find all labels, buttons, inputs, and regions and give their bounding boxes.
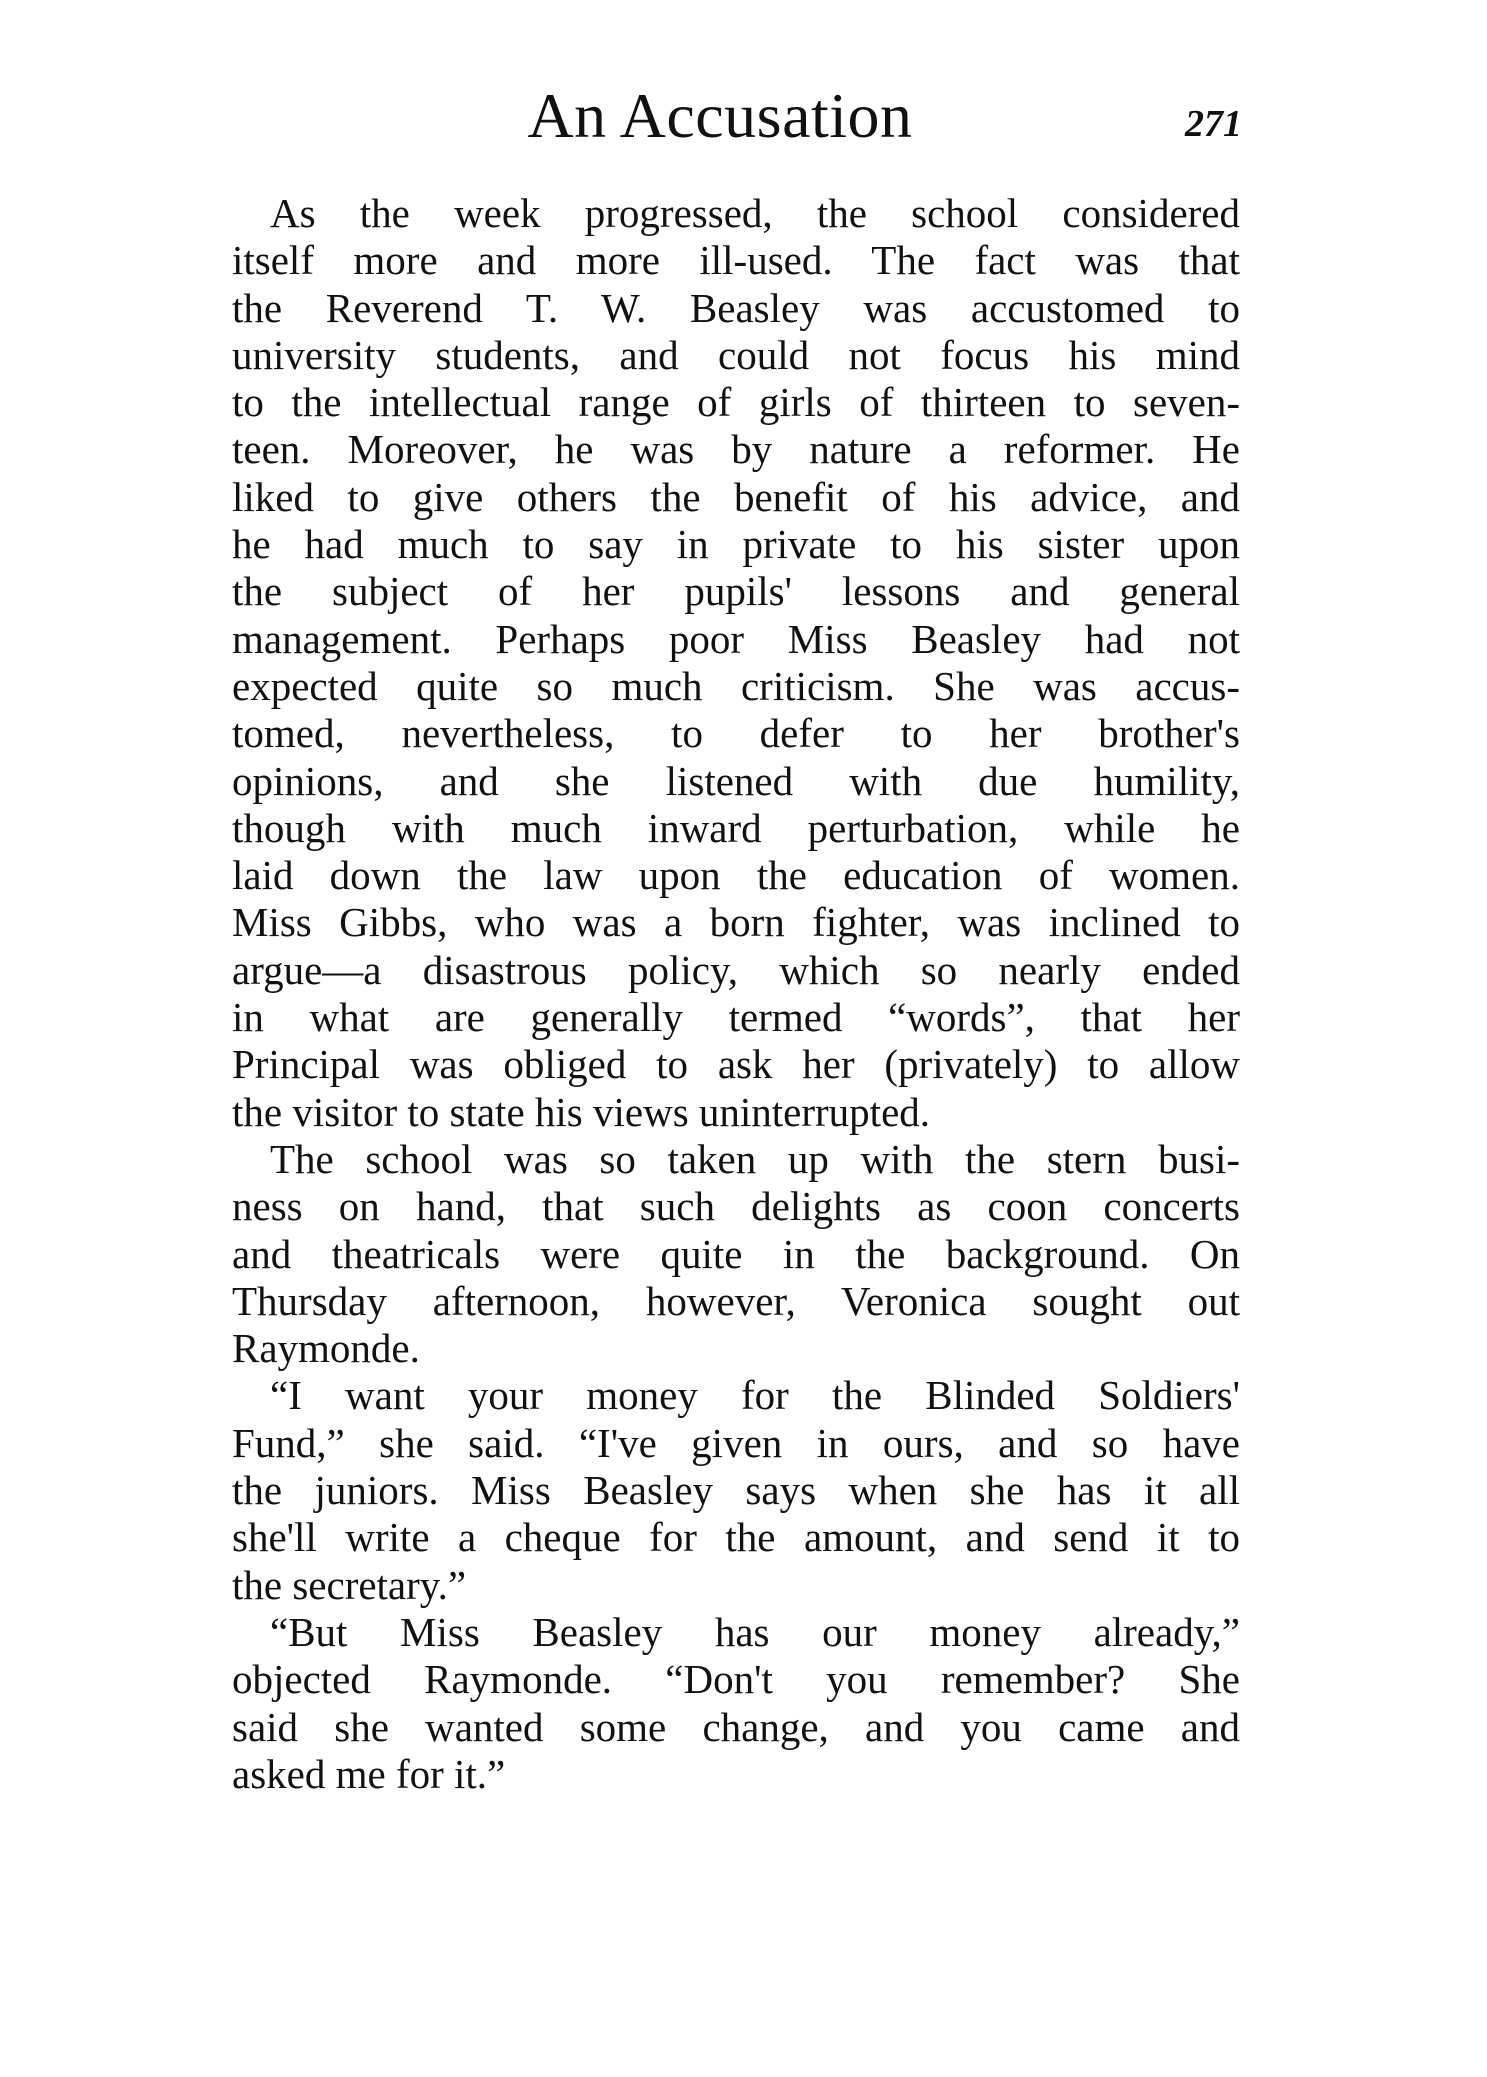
text-line: Miss Gibbs, who was a born fighter, was inclined to: [232, 899, 1240, 946]
text-line: objected Raymonde. “Don't you remember? She: [232, 1656, 1240, 1703]
text-line: in what are generally termed “words”, that her: [232, 994, 1240, 1041]
text-line: Fund,” she said. “I've given in ours, and so have: [232, 1419, 1240, 1466]
text-line: itself more and more ill-used. The fact was that: [232, 237, 1240, 284]
text-line: liked to give others the benefit of his advice, and: [232, 473, 1240, 520]
paragraph: [232, 1609, 1240, 1798]
text-line: said she wanted some change, and you came and: [232, 1703, 1240, 1750]
running-head: [0, 0, 1487, 160]
text-line: the Reverend T. W. Beasley was accustomed to: [232, 284, 1240, 331]
text-line: and theatricals were quite in the background. On: [232, 1230, 1240, 1277]
text-line: ness on hand, that such delights as coon concerts: [232, 1183, 1240, 1230]
text-line: “But Miss Beasley has our money already,”: [270, 1608, 1240, 1655]
text-line: tomed, nevertheless, to defer to her brother's: [232, 710, 1240, 757]
page-number: 271: [1185, 103, 1242, 145]
text-line: to the intellectual range of girls of thirteen to seven-: [232, 379, 1240, 426]
text-line: As the week progressed, the school considered: [270, 190, 1240, 236]
text-line: the visitor to state his views uninterrupted.: [232, 1088, 931, 1135]
chapter-title: An Accusation: [527, 80, 913, 151]
paragraph: [232, 1136, 1240, 1372]
text-line: university students, and could not focus his mind: [232, 331, 1240, 378]
text-line: “I want your money for the Blinded Soldiers': [270, 1372, 1240, 1419]
text-line: Raymonde.: [232, 1325, 420, 1372]
text-line: though with much inward perturbation, while he: [232, 804, 1240, 851]
text-line: argue—a disastrous policy, which so nearly ended: [232, 946, 1240, 993]
text-line: Principal was obliged to ask her (privately) to allow: [232, 1041, 1240, 1088]
text-line: Thursday afternoon, however, Veronica sought out: [232, 1277, 1240, 1324]
text-line: The school was so taken up with the stern busi-: [270, 1135, 1240, 1182]
text-line: the secretary.”: [232, 1561, 467, 1608]
body-text: [232, 190, 1240, 1798]
text-line: teen. Moreover, he was by nature a reformer. He: [232, 426, 1240, 473]
paragraph: [232, 1372, 1240, 1608]
text-line: laid down the law upon the education of women.: [232, 852, 1240, 899]
text-line: asked me for it.”: [232, 1750, 506, 1797]
text-line: the subject of her pupils' lessons and general: [232, 568, 1240, 615]
text-line: the juniors. Miss Beasley says when she has it all: [232, 1467, 1240, 1514]
text-line: he had much to say in private to his sister upon: [232, 521, 1240, 568]
text-line: management. Perhaps poor Miss Beasley had not: [232, 615, 1240, 662]
text-line: opinions, and she listened with due humility,: [232, 757, 1240, 804]
paragraph: [232, 190, 1240, 1136]
text-line: she'll write a cheque for the amount, and send it to: [232, 1514, 1240, 1561]
text-line: expected quite so much criticism. She was accus-: [232, 662, 1240, 709]
